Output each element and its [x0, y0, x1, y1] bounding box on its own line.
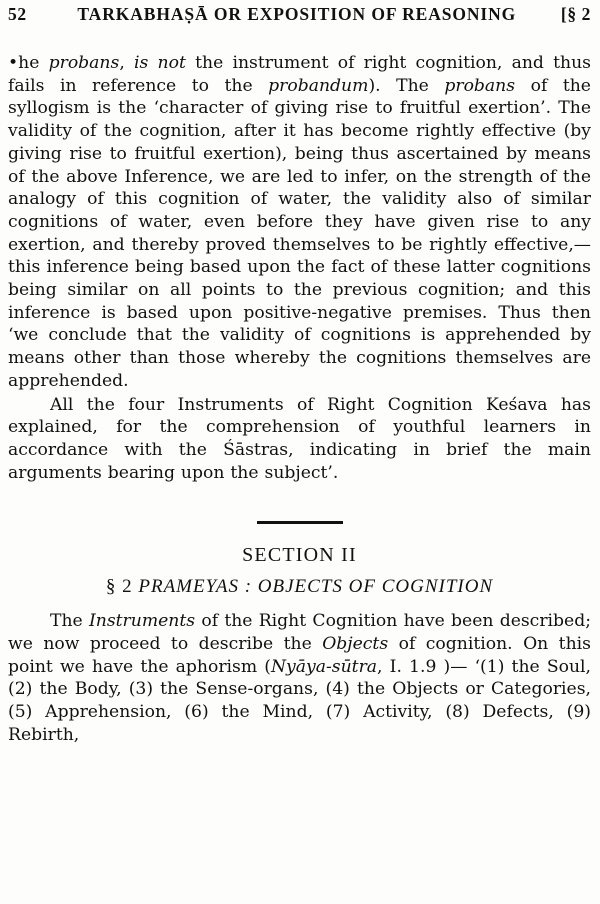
- paragraph-continued: [8, 52, 591, 393]
- italic-term: Nyāya-sūtra: [271, 656, 378, 677]
- text-run: ). The: [368, 75, 445, 96]
- text-run: The: [50, 611, 89, 632]
- italic-term: Instruments: [88, 611, 196, 632]
- text-run: of the syllogism is the ‘character of giving rise to fruitful exertion’. The validity of the cognition, after it has become rightly effective (by giving rise to fruitful exertion), being thus ascertained by means of the above Inference, we are led to infer, on the strength of the analogy of this cognition of water, the validity also of similar cognitions of water, even before they have given rise to any exertion, and thereby proved themselves to be rightly effective,—this inference being based upon the fact of these latter cognitions being similar on all points to the previous cognition; and this inference is based upon positive-negative premises. Thus then ‘we conclude that the validity of cognitions is apprehended by means other than those whereby the cognitions themselves are apprehended.: [8, 75, 591, 391]
- text-run: , I. 1.9 )— ‘(1) the Soul, (2) the Body, (3) the Sense-organs, (4) the Objects or Categories, (5) Apprehension, (6) the Mind, (7) Activity, (8) Defects, (9) Rebirth,: [8, 656, 591, 745]
- italic-term: Objects: [322, 634, 389, 655]
- body-text-top: [8, 52, 591, 484]
- text-run: the instrument of right cognition, and thus fails in reference to the: [8, 53, 592, 96]
- text-run: of cognition. On this point we have the aphorism (: [8, 634, 591, 677]
- running-title: TARKABHAṢĀ OR EXPOSITION OF REASONING: [77, 4, 517, 24]
- section-subtitle: PRAMEYAS : OBJECTS OF COGNITION: [138, 576, 494, 598]
- body-text-bottom: [8, 610, 591, 746]
- running-head: [8, 0, 591, 30]
- italic-term: probans: [48, 53, 120, 73]
- paragraph-prameyas: [8, 610, 591, 746]
- text-run: ,: [119, 53, 135, 73]
- italic-term: probans: [444, 75, 516, 96]
- page-number: 52: [8, 4, 27, 24]
- italic-term: probandum: [268, 75, 369, 96]
- section-number: § 2: [105, 576, 139, 598]
- italic-term: is not: [134, 53, 186, 73]
- paragraph-concluding-verse: All the four Instruments of Right Cognition Keśava has explained, for the comprehension of youthful learners in accordance with the Śāstras, indicating in brief the main arguments bearing upon the subject’.: [8, 394, 591, 483]
- text-run: of the Right Cognition have been described; we now proceed to describe the: [8, 611, 591, 655]
- section-subheading: [8, 576, 591, 598]
- section-divider: [257, 521, 343, 524]
- text-run: •he: [8, 53, 49, 73]
- section-reference: [§ 2: [560, 4, 591, 24]
- section-heading: SECTION II: [242, 544, 357, 567]
